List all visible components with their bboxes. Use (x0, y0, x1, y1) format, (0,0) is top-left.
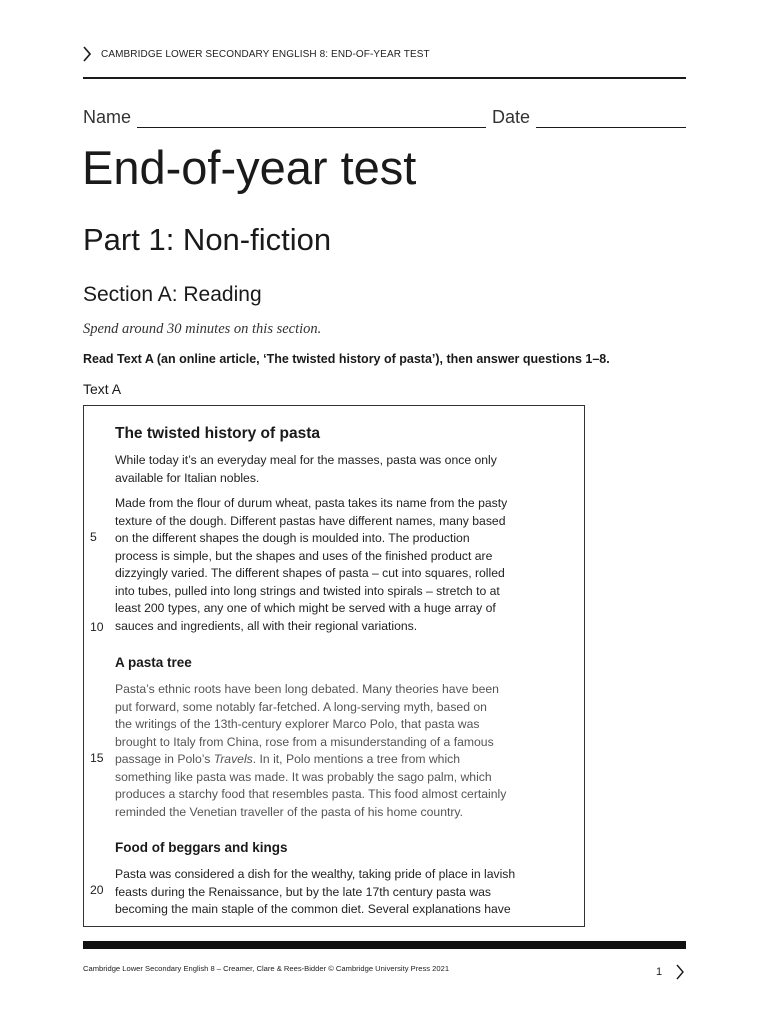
text-line: the writings of the 13th-century explorer Marco Polo, that pasta was (115, 717, 480, 731)
chevron-right-icon (83, 46, 91, 62)
text-line: brought to Italy from China, rose from a misunderstanding of a famous (115, 734, 494, 749)
line-number: 5 (90, 530, 97, 544)
footer-divider (83, 941, 686, 949)
chevron-right-icon (676, 964, 684, 980)
text-segment: . In it, Polo mentions a tree from which (252, 752, 461, 766)
book-title: Travels (213, 752, 253, 766)
subheading-pasta-tree: A pasta tree (115, 655, 192, 670)
line-number: 15 (90, 751, 104, 765)
article-title: The twisted history of pasta (115, 425, 320, 442)
text-line: available for Italian nobles. (115, 470, 260, 485)
name-date-row (83, 104, 686, 128)
date-label: Date (492, 107, 531, 127)
text-line: on the different shapes the dough is moulded into. The production (115, 531, 470, 545)
date-field[interactable] (536, 109, 686, 128)
text-line: Pasta was considered a dish for the wealthy, taking pride of place in lavish (115, 867, 516, 881)
text-line (115, 751, 555, 769)
article-paragraph-2 (115, 681, 555, 821)
text-label: Text A (83, 381, 122, 397)
breadcrumb: CAMBRIDGE LOWER SECONDARY ENGLISH 8: END-OF-YEAR TEST (101, 48, 430, 60)
part-heading: Part 1: Non-fiction (83, 222, 332, 257)
line-number: 10 (90, 620, 104, 634)
text-line: put forward, some notably far-fetched. A long-serving myth, based on (115, 699, 487, 714)
name-field[interactable] (137, 109, 486, 128)
footer-credit: Cambridge Lower Secondary English 8 – Creamer, Clare & Rees-Bidder © Cambridge University Press 2021 (83, 964, 450, 973)
text-segment: passage in Polo’s (115, 752, 214, 766)
section-heading: Section A: Reading (83, 283, 262, 306)
article-intro (115, 452, 555, 487)
article-paragraph-3 (115, 866, 555, 919)
text-line: becoming the main staple of the common diet. Several explanations have (115, 902, 511, 916)
article-paragraph-1 (115, 495, 555, 635)
page-title: End-of-year test (82, 141, 417, 194)
header-divider (83, 77, 686, 79)
text-line: While today it’s an everyday meal for the masses, pasta was once only (115, 453, 497, 467)
text-line: least 200 types, any one of which might be served with a huge array of (115, 601, 496, 615)
text-line: something like pasta was made. It was probably the sago palm, which (115, 769, 492, 784)
text-line: into tubes, pulled into long strings and twisted into spirals – stretch to at (115, 583, 500, 598)
text-line: reminded the Venetian traveller of the pasta of his home country. (115, 804, 463, 819)
time-instruction: Spend around 30 minutes on this section. (83, 321, 322, 337)
text-line: Pasta’s ethnic roots have been long debated. Many theories have been (115, 682, 499, 696)
subheading-beggars-kings: Food of beggars and kings (115, 840, 288, 855)
page-number: 1 (656, 966, 663, 978)
page-header (83, 46, 686, 62)
text-line: texture of the dough. Different pastas have different names, many based (115, 513, 506, 528)
name-label: Name (83, 107, 132, 127)
text-line: produces a starchy food that resembles pasta. This food almost certainly (115, 787, 507, 801)
text-line: feasts during the Renaissance, but by the late 17th century pasta was (115, 884, 492, 899)
article-box (83, 405, 585, 927)
text-line: process is simple, but the shapes and uses of the finished product are (115, 548, 493, 563)
text-line: Made from the flour of durum wheat, pasta takes its name from the pasty (115, 496, 508, 510)
text-line: dizzyingly varied. The different shapes of pasta – cut into squares, rolled (115, 566, 505, 580)
line-number: 20 (90, 883, 104, 897)
task-instruction: Read Text A (an online article, ‘The twisted history of pasta’), then answer questions 1–8. (83, 352, 610, 366)
text-line: sauces and ingredients, all with their regional variations. (115, 618, 418, 633)
